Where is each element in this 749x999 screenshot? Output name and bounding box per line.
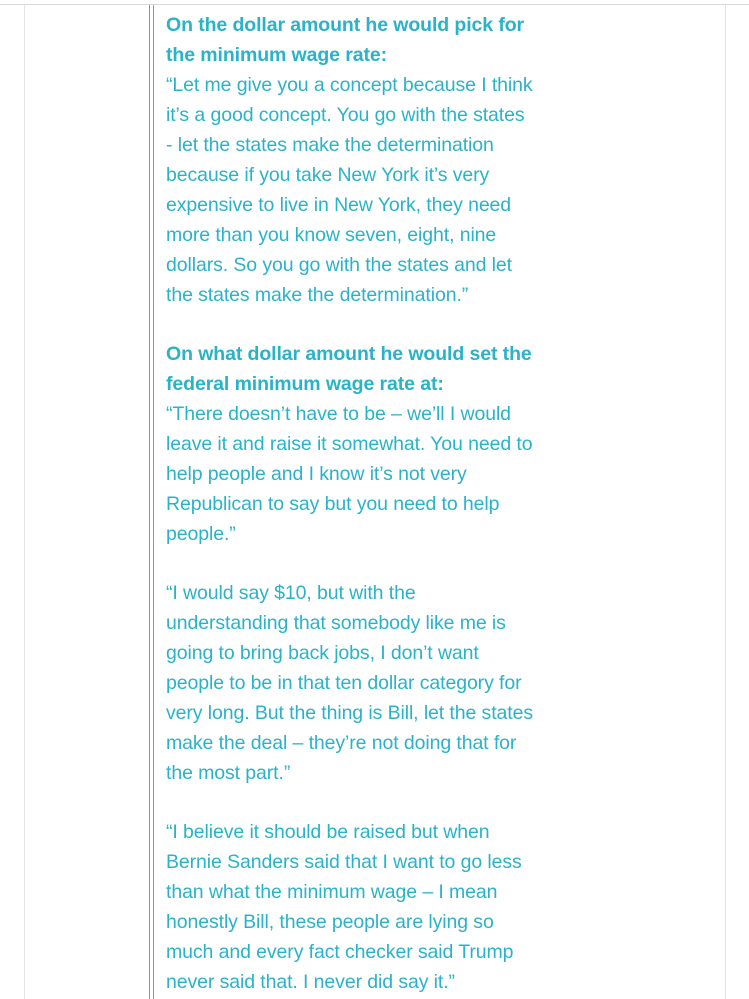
- quote-line: “There doesn’t have to be – we’ll I would: [166, 403, 511, 425]
- quote-line: people to be in that ten dollar category for: [166, 672, 522, 694]
- quote-line: the most part.”: [166, 762, 291, 784]
- margin-line-blue: [149, 5, 150, 999]
- quote-should-be-raised: [166, 817, 726, 997]
- section-heading: the minimum wage rate:: [166, 44, 388, 66]
- quote-line: it’s a good concept. You go with the states: [166, 104, 525, 126]
- section-heading: On the dollar amount he would pick for: [166, 14, 525, 36]
- quote-line: Bernie Sanders said that I want to go less: [166, 851, 522, 873]
- quote-line: honestly Bill, these people are lying so: [166, 911, 494, 933]
- quote-line: make the deal – they’re not doing that for: [166, 732, 517, 754]
- quote-line: “I would say $10, but with the: [166, 582, 416, 604]
- quote-ten-dollars: [166, 578, 726, 788]
- quote-line: never said that. I never did say it.”: [166, 971, 455, 993]
- quote-line: people.”: [166, 523, 236, 545]
- quote-line: - let the states make the determination: [166, 134, 494, 156]
- quote-line: much and every fact checker said Trump: [166, 941, 514, 963]
- quote-line: leave it and raise it somewhat. You need to: [166, 433, 533, 455]
- quote-line: help people and I know it’s not very: [166, 463, 467, 485]
- quote-line: more than you know seven, eight, nine: [166, 224, 497, 246]
- quote-line: expensive to live in New York, they need: [166, 194, 512, 216]
- quote-line: “I believe it should be raised but when: [166, 821, 490, 843]
- section-heading: On what dollar amount he would set the: [166, 343, 532, 365]
- section-federal-rate: [166, 339, 726, 549]
- quote-line: the states make the determination.”: [166, 284, 469, 306]
- section-heading: federal minimum wage rate at:: [166, 373, 444, 395]
- quote-line: going to bring back jobs, I don’t want: [166, 642, 479, 664]
- quote-line: Republican to say but you need to help: [166, 493, 500, 515]
- section-dollar-amount: [166, 10, 726, 310]
- margin-line-purple: [153, 5, 154, 999]
- quote-line: “Let me give you a concept because I think: [166, 74, 533, 96]
- article-body: [166, 10, 726, 997]
- quote-line: understanding that somebody like me is: [166, 612, 506, 634]
- quote-line: very long. But the thing is Bill, let the states: [166, 702, 533, 724]
- quote-line: dollars. So you go with the states and let: [166, 254, 512, 276]
- quote-line: because if you take New York it’s very: [166, 164, 490, 186]
- quote-line: than what the minimum wage – I mean: [166, 881, 498, 903]
